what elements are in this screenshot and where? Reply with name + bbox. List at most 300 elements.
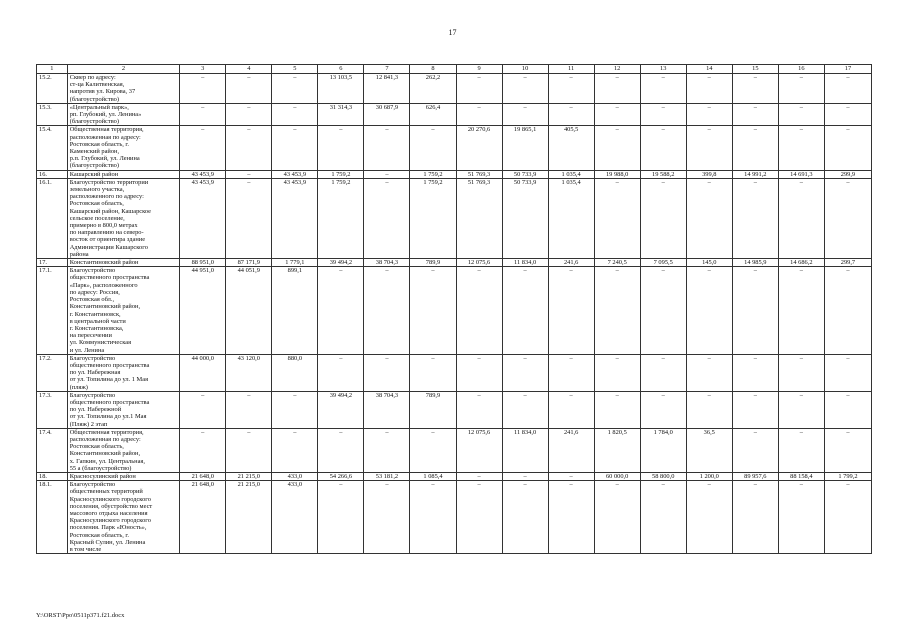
value-cell: 88 158,4 — [778, 472, 824, 480]
value-cell: 12 075,6 — [456, 259, 502, 267]
value-cell: 43 453,9 — [180, 178, 226, 258]
value-cell: – — [686, 74, 732, 104]
row-id-cell: 18. — [37, 472, 68, 480]
description-line: массового отдыха населения — [69, 509, 148, 517]
value-cell: 1 784,0 — [640, 428, 686, 472]
value-cell: – — [824, 391, 871, 428]
value-cell: – — [456, 481, 502, 554]
value-cell: 19 988,0 — [594, 170, 640, 178]
row-id-cell: 17. — [37, 259, 68, 267]
value-cell: 50 733,9 — [502, 170, 548, 178]
value-cell: – — [686, 391, 732, 428]
value-cell: – — [594, 126, 640, 170]
description-line: по направлению на северо- — [69, 229, 144, 237]
value-cell: 1 799,2 — [824, 472, 871, 480]
value-cell: – — [318, 267, 364, 354]
value-cell: – — [456, 472, 502, 480]
value-cell: – — [456, 74, 502, 104]
value-cell: – — [548, 267, 594, 354]
value-cell: 43 453,9 — [272, 178, 318, 258]
description-line: г. Константиновска, — [69, 324, 124, 332]
value-cell: – — [364, 354, 410, 391]
description-line: в центральной части — [69, 317, 126, 325]
value-cell: – — [686, 103, 732, 126]
value-cell: – — [824, 74, 871, 104]
table-row — [37, 481, 872, 554]
row-id-cell: 17.3. — [37, 391, 68, 428]
description-line: сельское поселение, — [69, 214, 125, 222]
value-cell: 11 834,0 — [502, 259, 548, 267]
value-cell: – — [226, 103, 272, 126]
description-line: Кашарский район, Кашарское — [69, 207, 151, 215]
value-cell: – — [548, 103, 594, 126]
value-cell: 38 704,3 — [364, 259, 410, 267]
value-cell: 1 759,2 — [410, 178, 456, 258]
description-line: района — [69, 250, 89, 258]
description-line: Сквер по адресу: — [69, 74, 116, 81]
column-header: 7 — [364, 65, 410, 74]
document-file-path: Y:\ORST\Ppo\0511p371.f21.docx — [36, 612, 125, 619]
table-body — [37, 74, 872, 554]
value-cell: 399,8 — [686, 170, 732, 178]
value-cell: 1 759,2 — [410, 170, 456, 178]
value-cell: 1 085,4 — [410, 472, 456, 480]
description-line: примерно в 800,0 метрах — [69, 222, 138, 230]
value-cell: 31 314,3 — [318, 103, 364, 126]
value-cell: 53 181,2 — [364, 472, 410, 480]
row-id-cell: 17.2. — [37, 354, 68, 391]
value-cell: 405,5 — [548, 126, 594, 170]
value-cell: – — [640, 267, 686, 354]
value-cell: – — [272, 126, 318, 170]
value-cell: – — [364, 178, 410, 258]
value-cell: 20 270,6 — [456, 126, 502, 170]
value-cell: – — [732, 74, 778, 104]
value-cell: – — [502, 74, 548, 104]
description-line: Кашарский район — [69, 170, 119, 178]
row-description-cell — [67, 178, 180, 258]
value-cell: 789,9 — [410, 259, 456, 267]
value-cell: 13 103,5 — [318, 74, 364, 104]
value-cell: – — [778, 267, 824, 354]
description-line: Константиновский район — [69, 259, 139, 267]
value-cell: – — [410, 428, 456, 472]
description-line: по ул. Набережная — [69, 369, 121, 377]
table-row — [37, 178, 872, 258]
description-line: и ул. Ленина — [69, 346, 105, 354]
value-cell: – — [824, 267, 871, 354]
value-cell: – — [686, 178, 732, 258]
value-cell: – — [594, 103, 640, 126]
column-header: 2 — [67, 65, 180, 74]
value-cell: – — [778, 126, 824, 170]
value-cell: – — [364, 267, 410, 354]
value-cell: 39 494,2 — [318, 391, 364, 428]
column-header: 15 — [732, 65, 778, 74]
description-line: Константиновский район, — [69, 450, 141, 458]
description-line: в том числе — [69, 546, 102, 553]
value-cell: 1 759,2 — [318, 178, 364, 258]
value-cell: 36,5 — [686, 428, 732, 472]
value-cell: – — [548, 481, 594, 554]
description-line: от ул. Топилина до ул. 1 Мая — [69, 376, 149, 384]
row-id-cell: 15.2. — [37, 74, 68, 104]
value-cell: – — [318, 428, 364, 472]
description-line: от ул. Топилина до ул.1 Мая — [69, 413, 147, 421]
description-line: ул. Коммунистическая — [69, 339, 132, 347]
description-line: Красносулинского городского — [69, 495, 151, 503]
value-cell: 19 588,2 — [640, 170, 686, 178]
value-cell: 789,9 — [410, 391, 456, 428]
value-cell: 44 000,0 — [180, 354, 226, 391]
value-cell: – — [180, 126, 226, 170]
value-cell: – — [318, 354, 364, 391]
row-description-cell — [67, 126, 180, 170]
description-line: Красносулинского городского — [69, 517, 151, 525]
row-description-cell — [67, 354, 180, 391]
value-cell: 14 691,3 — [778, 170, 824, 178]
table-row — [37, 354, 872, 391]
value-cell: 21 648,0 — [180, 481, 226, 554]
table-row — [37, 391, 872, 428]
value-cell: – — [594, 481, 640, 554]
row-description-cell — [67, 74, 180, 104]
value-cell: 626,4 — [410, 103, 456, 126]
value-cell: 30 687,9 — [364, 103, 410, 126]
column-header: 11 — [548, 65, 594, 74]
row-description-cell — [67, 267, 180, 354]
value-cell: – — [410, 354, 456, 391]
row-description-cell — [67, 391, 180, 428]
column-header: 10 — [502, 65, 548, 74]
value-cell: – — [778, 103, 824, 126]
value-cell: – — [502, 267, 548, 354]
value-cell: – — [548, 74, 594, 104]
value-cell: 14 686,2 — [778, 259, 824, 267]
value-cell: – — [778, 481, 824, 554]
row-description-cell — [67, 472, 180, 480]
value-cell: – — [732, 267, 778, 354]
value-cell: – — [778, 354, 824, 391]
value-cell: – — [226, 391, 272, 428]
value-cell: 7 240,5 — [594, 259, 640, 267]
value-cell: 38 704,3 — [364, 391, 410, 428]
description-line: расположенная по адресу: — [69, 133, 141, 141]
description-line: Благоустройство территории — [69, 178, 149, 186]
value-cell: – — [732, 103, 778, 126]
row-description-cell — [67, 428, 180, 472]
description-line: поселения. Парк «Юность», — [69, 524, 147, 532]
value-cell: – — [594, 354, 640, 391]
description-line: Красносулинский район — [69, 472, 136, 480]
value-cell: 299,9 — [824, 170, 871, 178]
description-line: Красный Сулин, ул. Ленина — [69, 538, 146, 546]
description-line: х. Гапкин, ул. Центральная, — [69, 457, 145, 465]
row-id-cell: 18.1. — [37, 481, 68, 554]
row-description-cell — [67, 259, 180, 267]
value-cell: – — [410, 126, 456, 170]
column-number-row — [37, 65, 872, 74]
description-line: (Пляж) 2 этап — [69, 420, 108, 428]
value-cell: – — [272, 103, 318, 126]
value-cell: – — [594, 74, 640, 104]
value-cell: – — [180, 391, 226, 428]
description-line: земельного участка, — [69, 186, 125, 194]
value-cell: 50 733,9 — [502, 178, 548, 258]
description-line: Ростовская область, — [69, 443, 124, 451]
value-cell: 145,0 — [686, 259, 732, 267]
value-cell: 1 035,4 — [548, 170, 594, 178]
value-cell: – — [824, 103, 871, 126]
value-cell: – — [594, 391, 640, 428]
value-cell: 14 985,9 — [732, 259, 778, 267]
value-cell: – — [364, 126, 410, 170]
value-cell: 51 769,3 — [456, 170, 502, 178]
value-cell: – — [502, 391, 548, 428]
table-row — [37, 428, 872, 472]
value-cell: – — [686, 126, 732, 170]
value-cell: – — [732, 126, 778, 170]
description-line: общественного пространства — [69, 398, 150, 406]
value-cell: 433,0 — [272, 472, 318, 480]
value-cell: – — [824, 428, 871, 472]
description-line: общественного пространства — [69, 274, 150, 282]
value-cell: – — [502, 354, 548, 391]
description-line: Ростовская область, г. — [69, 531, 129, 539]
table-row — [37, 267, 872, 354]
description-line: (благоустройство) — [69, 95, 119, 103]
description-line: ст-ца Калитвенская, — [69, 81, 125, 89]
value-cell: 899,1 — [272, 267, 318, 354]
value-cell: – — [502, 481, 548, 554]
value-cell: – — [410, 481, 456, 554]
column-header: 17 — [824, 65, 871, 74]
value-cell: – — [732, 391, 778, 428]
description-line: рп. Глубокий, ул. Ленина» — [69, 111, 142, 119]
value-cell: 7 095,5 — [640, 259, 686, 267]
value-cell: – — [226, 170, 272, 178]
description-line: Общественная территория, — [69, 428, 144, 436]
value-cell: – — [364, 481, 410, 554]
value-cell: – — [502, 472, 548, 480]
description-line: напротив ул. Кирова, 37 — [69, 88, 136, 96]
value-cell: – — [180, 428, 226, 472]
description-line: Ростовская область, — [69, 200, 124, 208]
description-line: общественного пространства — [69, 361, 150, 369]
value-cell: 880,0 — [272, 354, 318, 391]
row-id-cell: 17.1. — [37, 267, 68, 354]
value-cell: 19 865,1 — [502, 126, 548, 170]
value-cell: – — [824, 126, 871, 170]
value-cell: 433,0 — [272, 481, 318, 554]
description-line: Общественная территория, — [69, 126, 144, 134]
row-description-cell — [67, 481, 180, 554]
column-header: 8 — [410, 65, 456, 74]
value-cell: – — [640, 103, 686, 126]
row-id-cell: 15.4. — [37, 126, 68, 170]
value-cell: 89 957,6 — [732, 472, 778, 480]
page-number: 17 — [448, 28, 457, 37]
value-cell: 21 215,0 — [226, 472, 272, 480]
value-cell: – — [824, 178, 871, 258]
value-cell: – — [732, 481, 778, 554]
table-row — [37, 259, 872, 267]
value-cell: – — [640, 74, 686, 104]
value-cell: – — [272, 74, 318, 104]
row-description-cell — [67, 170, 180, 178]
column-header: 1 — [37, 65, 68, 74]
description-line: Благоустройство — [69, 267, 116, 275]
description-line: Администрации Кашарского — [69, 243, 148, 251]
value-cell: 299,7 — [824, 259, 871, 267]
value-cell: 43 453,9 — [272, 170, 318, 178]
value-cell: – — [410, 267, 456, 354]
value-cell: – — [548, 354, 594, 391]
budget-table-sheet — [36, 64, 872, 554]
value-cell: – — [686, 354, 732, 391]
description-line: Благоустройство — [69, 354, 116, 362]
value-cell: 1 820,5 — [594, 428, 640, 472]
column-header: 16 — [778, 65, 824, 74]
value-cell: 43 453,9 — [180, 170, 226, 178]
value-cell: 51 769,3 — [456, 178, 502, 258]
column-header: 6 — [318, 65, 364, 74]
description-line: Ростовская область, г. — [69, 140, 129, 148]
budget-table — [36, 64, 872, 554]
description-line: Константиновский район, — [69, 303, 141, 311]
value-cell: – — [180, 103, 226, 126]
value-cell: – — [456, 354, 502, 391]
value-cell: 12 841,3 — [364, 74, 410, 104]
column-header: 4 — [226, 65, 272, 74]
value-cell: – — [226, 74, 272, 104]
value-cell: 88 951,0 — [180, 259, 226, 267]
value-cell: 1 035,4 — [548, 178, 594, 258]
value-cell: – — [364, 170, 410, 178]
value-cell: 54 266,6 — [318, 472, 364, 480]
description-line: на пересечении — [69, 332, 112, 340]
row-id-cell: 16. — [37, 170, 68, 178]
row-description-cell — [67, 103, 180, 126]
value-cell: 1 759,2 — [318, 170, 364, 178]
description-line: Благоустройство — [69, 481, 116, 489]
column-header: 14 — [686, 65, 732, 74]
value-cell: 262,2 — [410, 74, 456, 104]
description-line: Ростовская обл., — [69, 296, 115, 304]
column-header: 5 — [272, 65, 318, 74]
description-line: общественных территорий — [69, 488, 143, 496]
value-cell: – — [456, 103, 502, 126]
description-line: (благоустройство) — [69, 162, 119, 170]
value-cell: – — [640, 178, 686, 258]
value-cell: – — [594, 267, 640, 354]
table-row — [37, 170, 872, 178]
value-cell: 21 648,0 — [180, 472, 226, 480]
value-cell: 58 800,0 — [640, 472, 686, 480]
value-cell: – — [732, 354, 778, 391]
value-cell: 21 215,0 — [226, 481, 272, 554]
value-cell: – — [272, 428, 318, 472]
table-row — [37, 74, 872, 104]
value-cell: 12 075,6 — [456, 428, 502, 472]
value-cell: – — [686, 267, 732, 354]
value-cell: – — [502, 103, 548, 126]
value-cell: 11 834,0 — [502, 428, 548, 472]
description-line: расположенного по адресу: — [69, 193, 144, 201]
value-cell: – — [364, 428, 410, 472]
column-header: 12 — [594, 65, 640, 74]
table-row — [37, 472, 872, 480]
value-cell: 241,6 — [548, 259, 594, 267]
description-line: 55 а (благоустройство) — [69, 464, 132, 472]
value-cell: – — [778, 74, 824, 104]
value-cell: 241,6 — [548, 428, 594, 472]
table-row — [37, 103, 872, 126]
value-cell: – — [732, 428, 778, 472]
description-line: (пляж) — [69, 383, 88, 391]
value-cell: – — [778, 428, 824, 472]
value-cell: 60 000,0 — [594, 472, 640, 480]
value-cell: – — [180, 74, 226, 104]
value-cell: – — [640, 481, 686, 554]
value-cell: – — [640, 126, 686, 170]
row-id-cell: 17.4. — [37, 428, 68, 472]
value-cell: 44 051,9 — [226, 267, 272, 354]
description-line: Благоустройство — [69, 391, 116, 399]
value-cell: 43 120,0 — [226, 354, 272, 391]
description-line: г. Константиновск, — [69, 310, 121, 318]
value-cell: – — [548, 472, 594, 480]
description-line: «Центральный парк», — [69, 103, 129, 111]
description-line: (благоустройство) — [69, 118, 119, 126]
value-cell: – — [318, 126, 364, 170]
row-id-cell: 16.1. — [37, 178, 68, 258]
description-line: поселения, обустройство мест — [69, 502, 153, 510]
table-row — [37, 126, 872, 170]
value-cell: – — [686, 481, 732, 554]
value-cell: – — [456, 267, 502, 354]
column-header: 9 — [456, 65, 502, 74]
description-line: Каменский район, — [69, 148, 120, 156]
value-cell: – — [778, 391, 824, 428]
value-cell: – — [318, 481, 364, 554]
value-cell: 1 779,1 — [272, 259, 318, 267]
value-cell: – — [824, 354, 871, 391]
value-cell: 87 171,9 — [226, 259, 272, 267]
value-cell: 39 494,2 — [318, 259, 364, 267]
column-header: 13 — [640, 65, 686, 74]
description-line: по адресу: Россия, — [69, 288, 120, 296]
value-cell: – — [640, 391, 686, 428]
row-id-cell: 15.3. — [37, 103, 68, 126]
value-cell: – — [594, 178, 640, 258]
value-cell: 1 200,0 — [686, 472, 732, 480]
value-cell: – — [272, 391, 318, 428]
value-cell: – — [778, 178, 824, 258]
description-line: по ул. Набережной — [69, 406, 122, 414]
value-cell: – — [226, 126, 272, 170]
value-cell: – — [824, 481, 871, 554]
description-line: восток от ориентира здание — [69, 236, 146, 244]
value-cell: 44 951,0 — [180, 267, 226, 354]
value-cell: – — [548, 391, 594, 428]
description-line: «Парк», расположенного — [69, 281, 138, 289]
value-cell: – — [456, 391, 502, 428]
value-cell: – — [640, 354, 686, 391]
value-cell: – — [732, 178, 778, 258]
description-line: р.п. Глубокий, ул. Ленина — [69, 155, 140, 163]
column-header: 3 — [180, 65, 226, 74]
